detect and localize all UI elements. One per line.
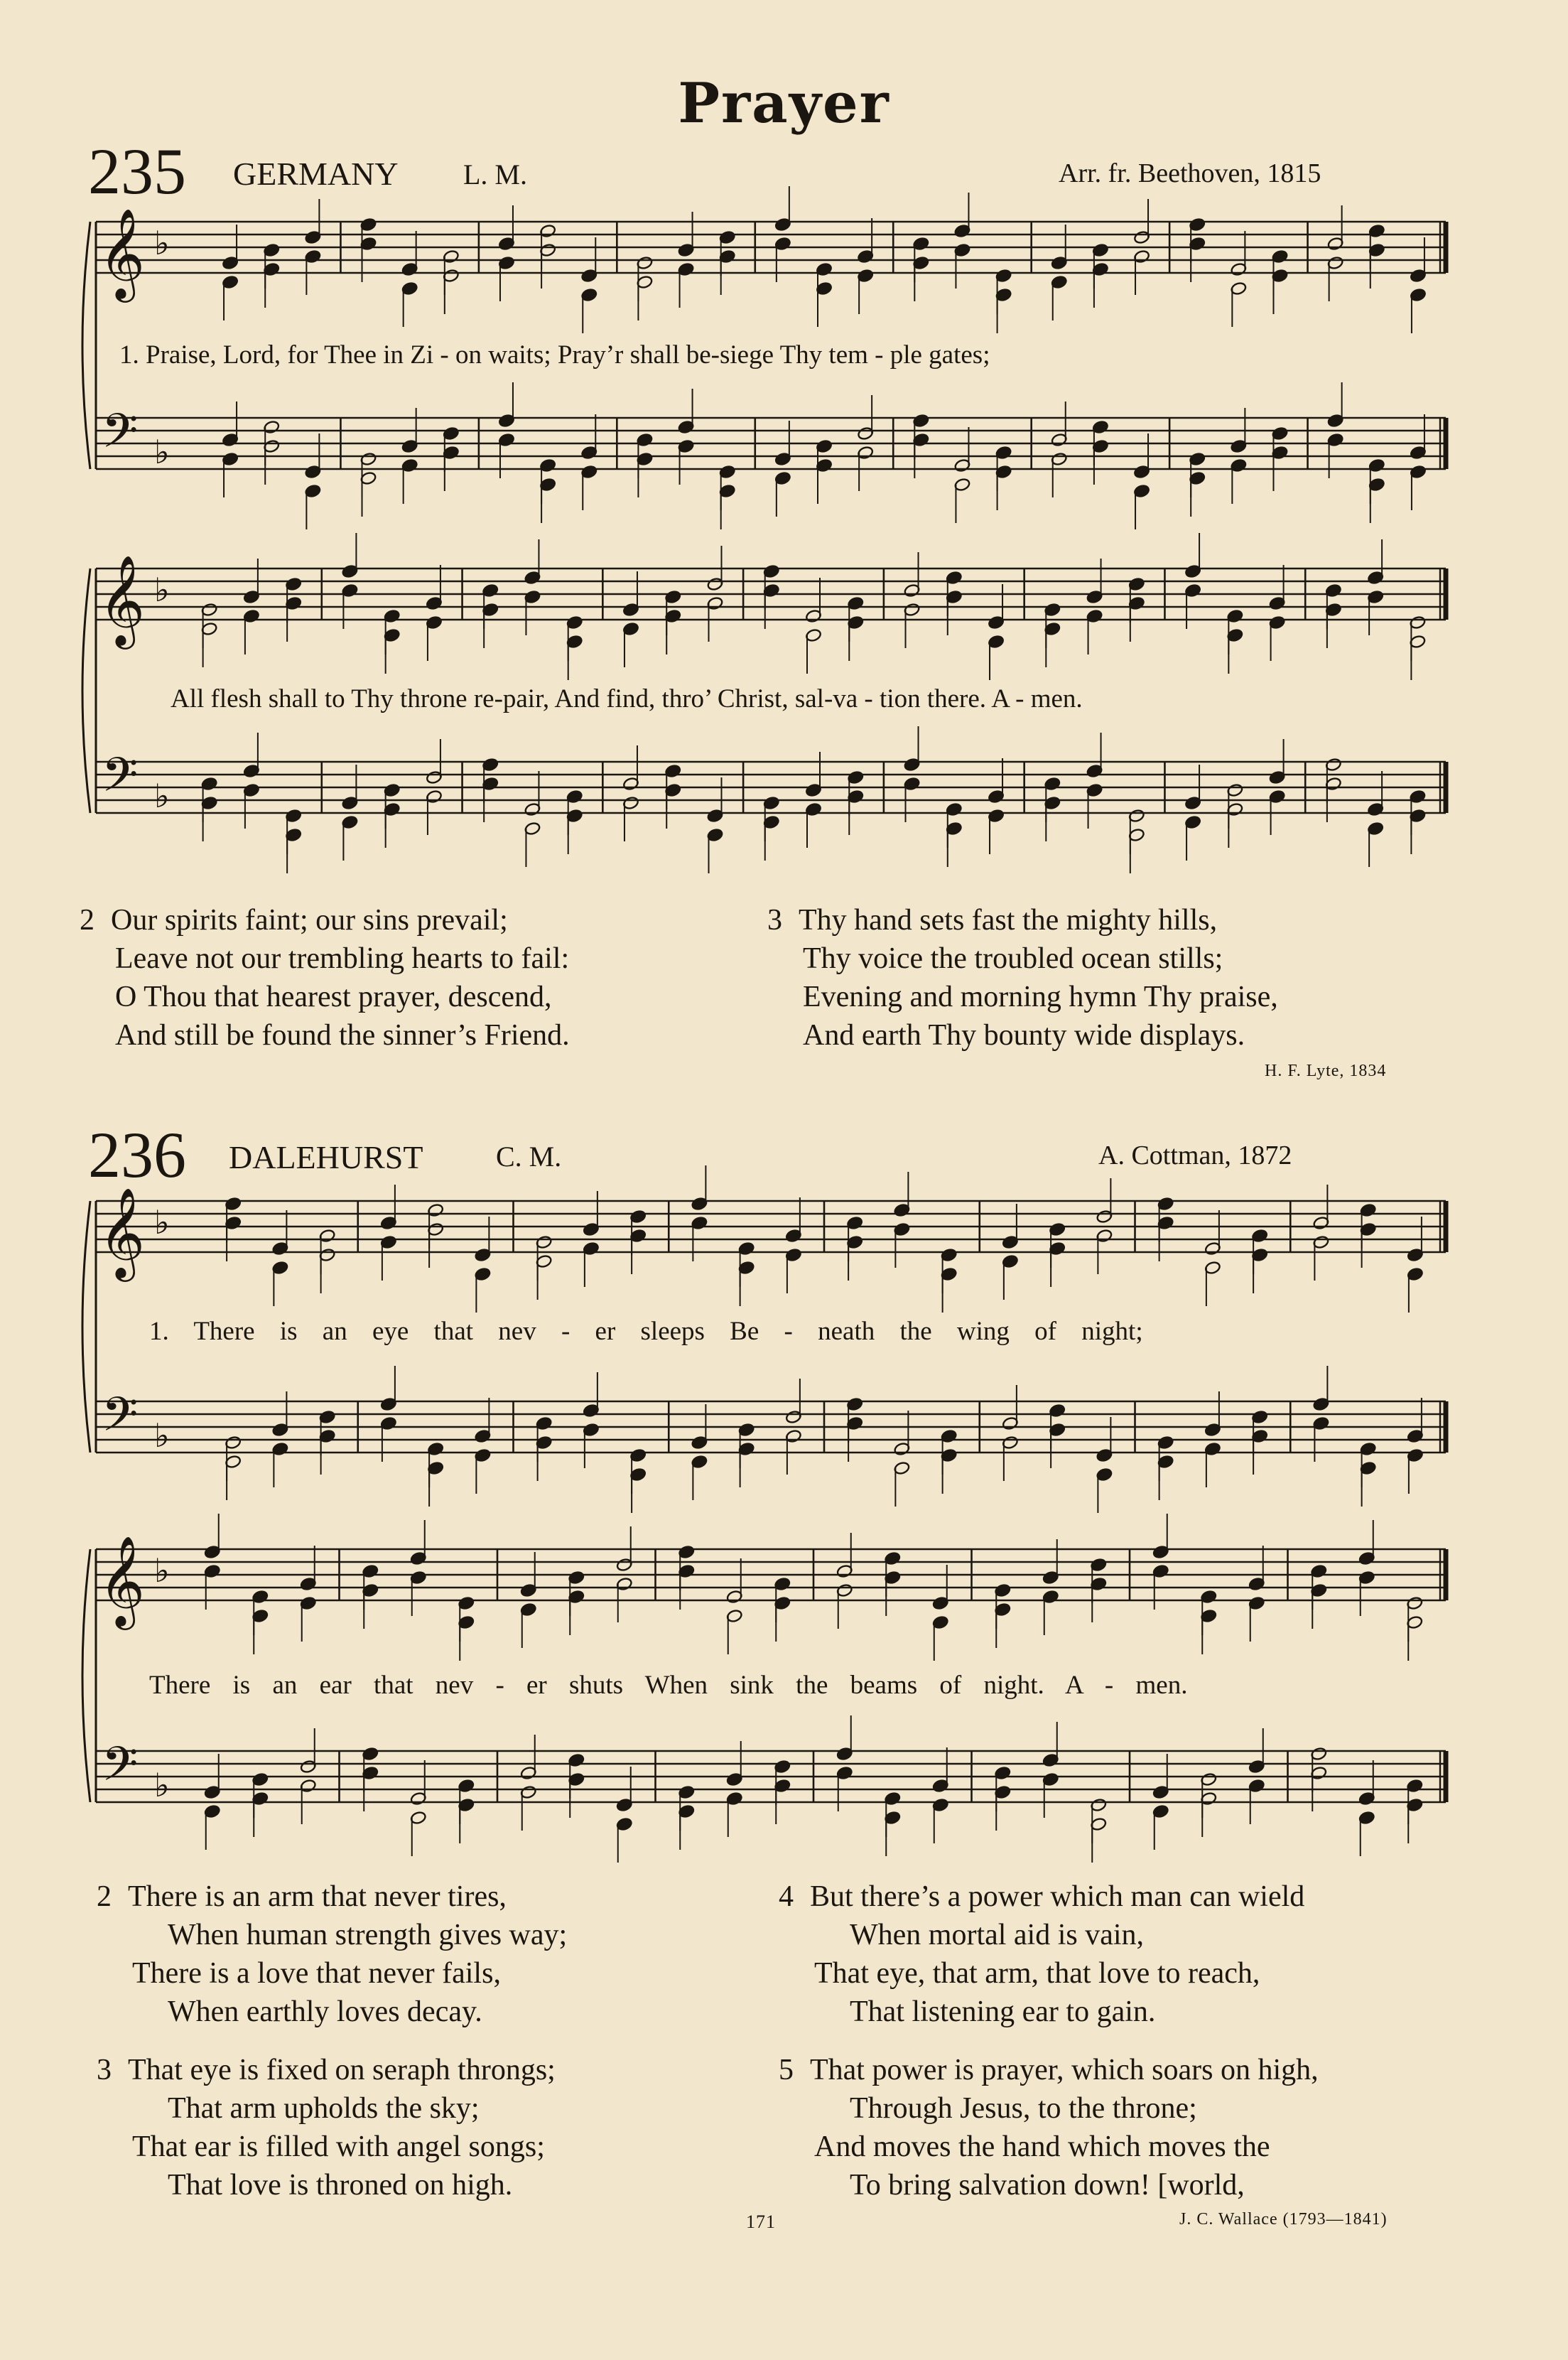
verse-block: [779, 2051, 1496, 2204]
verse-line: That power is prayer, which soars on high,: [810, 2054, 1319, 2086]
verse-line: When human strength gives way;: [168, 1919, 568, 1951]
brace: [82, 1201, 90, 1453]
flat-key-signature-icon: ♭: [154, 571, 170, 609]
lyrics-line: 1. There is an eye that nev - er sleeps Be - neath the wing of night;: [149, 1317, 1143, 1346]
composer-credit: A. Cottman, 1872: [1098, 1141, 1292, 1170]
verse-line: And earth Thy bounty wide displays.: [803, 1019, 1245, 1052]
verse-line: There is a love that never fails,: [132, 1957, 501, 1990]
meter: L. M.: [463, 158, 527, 190]
author-credit: J. C. Wallace (1793—1841): [1179, 2210, 1388, 2229]
tune-name: GERMANY: [233, 156, 399, 192]
flat-key-signature-icon: ♭: [154, 777, 170, 815]
verse-block: [97, 1877, 779, 2031]
verse-number: 5: [779, 2054, 794, 2086]
page-title: Prayer: [678, 71, 890, 136]
verse-line: Leave not our trembling hearts to fail:: [115, 942, 570, 975]
verse-block: [767, 901, 1449, 1055]
flat-key-signature-icon: ♭: [154, 224, 170, 262]
flat-key-signature-icon: ♭: [154, 1203, 170, 1241]
verse-line: Thy hand sets fast the mighty hills,: [799, 904, 1218, 937]
verse-line: That ear is filled with angel songs;: [132, 2130, 545, 2163]
treble-clef-icon: 𝄞: [99, 1187, 146, 1278]
verse-line: Our spirits faint; our sins prevail;: [111, 904, 508, 937]
flat-key-signature-icon: ♭: [154, 1766, 170, 1804]
brace: [82, 1549, 90, 1802]
verse-number: 2: [97, 1880, 112, 1913]
bass-clef-icon: 𝄢: [102, 404, 139, 470]
bass-clef-icon: 𝄢: [102, 748, 139, 814]
verse-line: That arm upholds the sky;: [168, 2092, 480, 2125]
composer-credit: Arr. fr. Beethoven, 1815: [1059, 158, 1321, 188]
hymn-number: 236: [88, 1119, 186, 1191]
flat-key-signature-icon: ♭: [154, 433, 170, 471]
tune-name: DALEHURST: [229, 1139, 423, 1175]
verse-line: But there’s a power which man can wield: [810, 1880, 1305, 1913]
verse-line: When mortal aid is vain,: [850, 1919, 1145, 1951]
verse-number: 4: [779, 1880, 794, 1913]
verse-number: 3: [767, 904, 782, 937]
verse-block: [80, 901, 762, 1055]
verse-line: When earthly loves decay.: [168, 1995, 482, 2028]
verse-line: And moves the hand which moves the: [814, 2130, 1270, 2163]
lyrics-line: 1. Praise, Lord, for Thee in Zi - on waits; Pray’r shall be-siege Thy tem - ple gates;: [119, 340, 990, 370]
brace: [82, 222, 90, 469]
bass-clef-icon: 𝄢: [102, 1737, 139, 1803]
treble-clef-icon: 𝄞: [99, 554, 146, 645]
lyrics-line: All flesh shall to Thy throne re-pair, And find, thro’ Christ, sal-va - tion there. A - men.: [171, 684, 1083, 713]
lyrics-line: There is an ear that nev - er shuts When sink the beams of night. A - men.: [149, 1671, 1188, 1700]
treble-clef-icon: 𝄞: [99, 208, 146, 298]
bass-clef-icon: 𝄢: [102, 1387, 139, 1453]
verse-line: And still be found the sinner’s Friend.: [115, 1019, 570, 1052]
verse-number: 2: [80, 904, 94, 937]
page-number: 171: [746, 2211, 776, 2232]
author-credit: H. F. Lyte, 1834: [1265, 1062, 1387, 1080]
verse-line: That listening ear to gain.: [850, 1995, 1156, 2028]
meter: C. M.: [496, 1141, 562, 1173]
verse-block: [97, 2051, 779, 2204]
verse-line: There is an arm that never tires,: [128, 1880, 507, 1913]
flat-key-signature-icon: ♭: [154, 1551, 170, 1590]
verse-line: O Thou that hearest prayer, descend,: [115, 981, 552, 1013]
verse-line: Through Jesus, to the throne;: [850, 2092, 1197, 2125]
hymn-number: 235: [88, 135, 186, 208]
verse-number: 3: [97, 2054, 112, 2086]
brace: [82, 569, 90, 813]
verse-line: Thy voice the troubled ocean stills;: [803, 942, 1223, 975]
treble-clef-icon: 𝄞: [99, 1535, 146, 1626]
verse-block: [779, 1877, 1489, 2031]
verse-line: That eye, that arm, that love to reach,: [814, 1957, 1260, 1990]
flat-key-signature-icon: ♭: [154, 1416, 170, 1455]
verse-line: That love is throned on high.: [168, 2169, 513, 2202]
verse-line: Evening and morning hymn Thy praise,: [803, 981, 1278, 1013]
verse-line: That eye is fixed on seraph throngs;: [128, 2054, 556, 2086]
verse-line: To bring salvation down! [world,: [850, 2169, 1245, 2202]
